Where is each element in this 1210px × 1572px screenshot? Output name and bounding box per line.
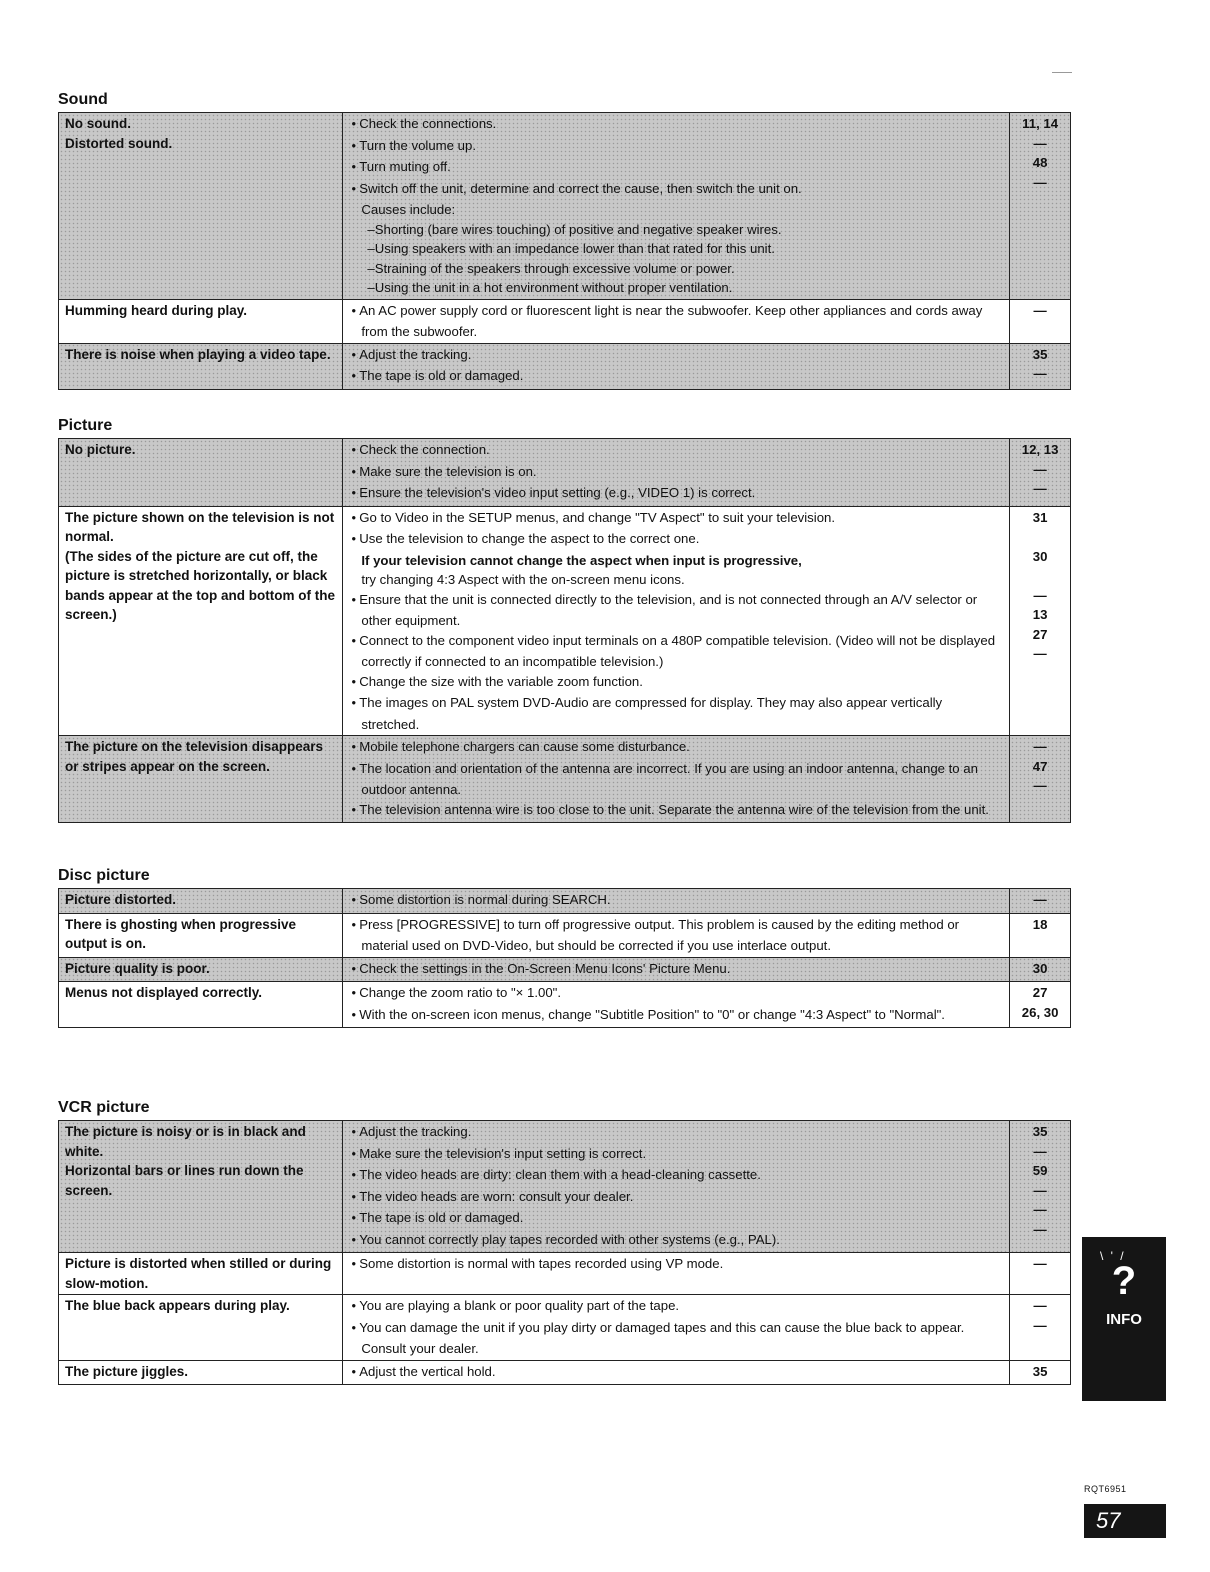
page-ref: —: [1033, 892, 1047, 907]
table-row: [59, 1295, 1071, 1361]
remedy-text: ● The tape is old or damaged.: [349, 1208, 1003, 1230]
remedy-cell: [343, 889, 1010, 914]
page-ref: 30: [1032, 548, 1048, 564]
remedy-text: ● Mobile telephone chargers can cause some disturbance.: [349, 737, 1003, 759]
symptom-cell: [59, 1253, 343, 1295]
rays-icon: \ ' /: [1100, 1249, 1126, 1263]
page-ref: —: [1033, 366, 1047, 381]
symptom-text: Picture distorted.: [65, 892, 177, 907]
remedy-text: ● Some distortion is normal during SEARCH.: [349, 890, 1003, 912]
table-row: [59, 113, 1071, 300]
page-ref: [1012, 231, 1068, 251]
section-title: Sound: [58, 91, 108, 108]
remedy-text: ● Use the television to change the aspect to the correct one.: [349, 529, 1003, 551]
symptom-text: Menus not displayed correctly.: [65, 985, 263, 1000]
table-row: [59, 343, 1071, 389]
remedy-text: ● Go to Video in the SETUP menus, and change "TV Aspect" to suit your television.: [349, 508, 1003, 530]
remedy-text: ● Ensure that the unit is connected directly to the television, and is not connected through an A/V selector or other equipment.: [349, 590, 1003, 631]
info-side-tab: [1082, 1237, 1166, 1401]
page-ref: [1012, 270, 1068, 290]
remedy-text: ● Change the zoom ratio to "× 1.00".: [349, 983, 1003, 1005]
remedy-text: ● Switch off the unit, determine and correct the cause, then switch the unit on.: [349, 179, 1003, 201]
page-ref-cell: [1010, 913, 1071, 957]
symptom-cell: [59, 736, 343, 823]
section-title: Disc picture: [58, 867, 150, 884]
section-vcr-picture: [58, 1098, 1071, 1385]
troubleshooting-table: [58, 1120, 1071, 1385]
page-ref-cell: [1010, 299, 1071, 343]
remedy-cell: [343, 1121, 1010, 1253]
symptom-cell: [59, 506, 343, 736]
remedy-text: ● Connect to the component video input terminals on a 480P compatible television. (Video will not be displayed correctly if connected to an incompatible television.): [349, 631, 1003, 672]
table-row: [59, 736, 1071, 823]
page-ref: —: [1033, 1298, 1047, 1313]
document-code: RQT6951: [1084, 1484, 1127, 1494]
remedy-text: –Shorting (bare wires touching) of positive and negative speaker wires.: [367, 221, 782, 237]
page-ref: 13: [1032, 607, 1048, 622]
remedy-cell: [343, 1360, 1010, 1385]
symptom-text: The picture jiggles.: [65, 1363, 189, 1379]
section-title: VCR picture: [58, 1099, 150, 1116]
page-ref: —: [1033, 587, 1047, 603]
table-row: [59, 889, 1071, 914]
page-ref: 30: [1032, 960, 1048, 976]
symptom-text: The picture is noisy or is in black and white.: [65, 1124, 306, 1159]
symptom-text: The picture shown on the television is not normal.: [65, 509, 335, 544]
page-ref-cell: [1010, 343, 1071, 389]
remedy-text: ● The location and orientation of the antenna are incorrect. If you are using an indoor antenna, change to an outdoor antenna.: [349, 759, 1003, 800]
remedy-text: –Using the unit in a hot environment without proper ventilation.: [367, 280, 733, 295]
remedy-cell: [343, 913, 1010, 957]
remedy-cell: [343, 982, 1010, 1028]
question-mark-icon: ?: [1111, 1259, 1137, 1303]
remedy-text: try changing 4:3 Aspect with the on-screen menu icons.: [361, 572, 685, 587]
page-ref-cell: [1010, 982, 1071, 1028]
symptom-cell: [59, 982, 343, 1028]
symptom-cell: [59, 1295, 343, 1361]
page-ref: —: [1033, 739, 1047, 754]
troubleshooting-table: [58, 888, 1071, 1028]
page-ref: 27: [1032, 985, 1048, 1000]
symptom-cell: [59, 889, 343, 914]
symptom-text: No sound.: [65, 116, 131, 131]
remedy-cell: [343, 439, 1010, 507]
symptom-text: Horizontal bars or lines run down the screen.: [65, 1163, 304, 1198]
table-row: [59, 913, 1071, 957]
page-ref: 48: [1032, 155, 1048, 170]
page-ref: —: [1033, 646, 1047, 661]
page-ref: [1012, 527, 1068, 547]
page-ref: —: [1033, 1221, 1047, 1237]
symptom-text: No picture.: [65, 442, 136, 457]
page-ref: 26, 30: [1021, 1004, 1059, 1020]
page-ref: 59: [1032, 1163, 1048, 1178]
page-ref: —: [1033, 135, 1047, 151]
page-ref: 31: [1032, 509, 1048, 525]
symptom-cell: [59, 913, 343, 957]
remedy-text: ● Make sure the television is on.: [349, 462, 1003, 484]
remedy-text: –Using speakers with an impedance lower than that rated for this unit.: [367, 241, 775, 256]
page-ref: —: [1033, 1143, 1047, 1159]
remedy-text: ● Adjust the vertical hold.: [349, 1362, 1003, 1384]
symptom-text: Distorted sound.: [65, 135, 173, 151]
page-ref-cell: [1010, 506, 1071, 736]
page-ref-cell: [1010, 1253, 1071, 1295]
table-row: [59, 957, 1071, 982]
page-ref: 47: [1032, 758, 1048, 774]
page-ref-cell: [1010, 1295, 1071, 1361]
remedy-text: ● Adjust the tracking.: [349, 345, 1003, 367]
troubleshooting-table: [58, 112, 1071, 390]
remedy-text: ● You can damage the unit if you play dirty or damaged tapes and this can cause the blue back to appear. Consult your dealer.: [349, 1318, 1003, 1359]
remedy-text: ● Change the size with the variable zoom function.: [349, 672, 1003, 694]
page-number: 57: [1084, 1504, 1166, 1538]
symptom-cell: [59, 1360, 343, 1385]
page-ref: 35: [1032, 346, 1048, 362]
remedy-text: ● Adjust the tracking.: [349, 1122, 1003, 1144]
remedy-text: ● The video heads are dirty: clean them with a head-cleaning cassette.: [349, 1165, 1003, 1187]
page-ref: [1012, 212, 1068, 232]
remedy-cell: [343, 1295, 1010, 1361]
page-ref: 12, 13: [1021, 442, 1059, 457]
page-ref: —: [1033, 1317, 1047, 1333]
page-ref: 35: [1032, 1124, 1048, 1139]
symptom-cell: [59, 343, 343, 389]
page-ref: —: [1033, 302, 1047, 318]
remedy-text: ● The television antenna wire is too close to the unit. Separate the antenna wire of the television from the unit.: [349, 800, 1003, 822]
symptom-text: (The sides of the picture are cut off, the picture is stretched horizontally, or black bands appear at the top and bottom of the screen.): [65, 548, 335, 622]
remedy-text: ● An AC power supply cord or fluorescent light is near the subwoofer. Keep other appliances and cords away from the subwoofer.: [349, 301, 1003, 342]
remedy-cell: [343, 957, 1010, 982]
page-ref: 18: [1032, 916, 1048, 932]
remedy-text: ● The video heads are worn: consult your dealer.: [349, 1187, 1003, 1209]
page-ref: —: [1033, 461, 1047, 477]
remedy-text: ● The tape is old or damaged.: [349, 366, 1003, 388]
symptom-cell: [59, 957, 343, 982]
page-ref: —: [1033, 1182, 1047, 1198]
remedy-text: ● Press [PROGRESSIVE] to turn off progressive output. This problem is caused by the editing method or material used on DVD-Video, but should be corrected if you use interlace output.: [349, 915, 1003, 956]
table-row: [59, 982, 1071, 1028]
section-title: Picture: [58, 417, 113, 434]
remedy-text: ● Check the connections.: [349, 114, 1003, 136]
page-ref-cell: [1010, 736, 1071, 823]
symptom-text: The blue back appears during play.: [65, 1298, 290, 1313]
symptom-text: Picture quality is poor.: [65, 960, 210, 976]
page-ref: 27: [1032, 626, 1048, 642]
section-sound: [58, 90, 1071, 390]
page-ref-cell: [1010, 1121, 1071, 1253]
remedy-text: ● Check the connection.: [349, 440, 1003, 462]
page-ref: [1012, 192, 1068, 212]
remedy-cell: [343, 1253, 1010, 1295]
remedy-text: ● Make sure the television's input setting is correct.: [349, 1144, 1003, 1166]
page-ref: 11, 14: [1022, 116, 1059, 131]
page-ref: —: [1033, 1202, 1047, 1217]
page-ref-cell: [1010, 889, 1071, 914]
page-ref: [1012, 251, 1068, 271]
symptom-cell: [59, 113, 343, 300]
page-ref-cell: [1010, 957, 1071, 982]
symptom-text: There is ghosting when progressive output is on.: [65, 916, 297, 951]
table-row: [59, 1360, 1071, 1385]
page-ref: [1012, 566, 1068, 586]
page-ref: —: [1033, 1256, 1047, 1271]
remedy-text: ● You cannot correctly play tapes recorded with other systems (e.g., PAL).: [349, 1230, 1003, 1252]
symptom-cell: [59, 439, 343, 507]
remedy-text: ● Turn the volume up.: [349, 136, 1003, 158]
remedy-text: ● Some distortion is normal with tapes recorded using VP mode.: [349, 1254, 1003, 1276]
table-row: [59, 439, 1071, 507]
remedy-cell: [343, 299, 1010, 343]
troubleshooting-table: [58, 438, 1071, 823]
remedy-text: ● With the on-screen icon menus, change "Subtitle Position" to "0" or change "4:3 Aspect" to "Normal".: [349, 1005, 1003, 1027]
symptom-text: Picture is distorted when stilled or during slow-motion.: [65, 1256, 332, 1291]
section-disc-picture: [58, 866, 1071, 1028]
remedy-cell: [343, 506, 1010, 736]
remedy-text: ● Ensure the television's video input setting (e.g., VIDEO 1) is correct.: [349, 483, 1003, 505]
symptom-text: There is noise when playing a video tape.: [65, 346, 331, 362]
symptom-cell: [59, 299, 343, 343]
page-ref: —: [1033, 778, 1047, 793]
page-ref-cell: [1010, 439, 1071, 507]
remedy-text: Causes include:: [361, 202, 456, 217]
symptom-text: Humming heard during play.: [65, 302, 248, 318]
symptom-text: The picture on the television disappears or stripes appear on the screen.: [65, 739, 324, 774]
symptom-cell: [59, 1121, 343, 1253]
remedy-text: ● Check the settings in the On-Screen Menu Icons' Picture Menu.: [349, 959, 1003, 981]
table-row: [59, 506, 1071, 736]
remedy-text: If your television cannot change the aspect when input is progressive,: [361, 552, 802, 568]
page-ref: —: [1033, 174, 1047, 190]
page-ref-cell: [1010, 113, 1071, 300]
table-row: [59, 1121, 1071, 1253]
remedy-text: –Straining of the speakers through excessive volume or power.: [367, 260, 735, 276]
top-rule: [1052, 72, 1072, 73]
remedy-text: ● Turn muting off.: [349, 157, 1003, 179]
remedy-cell: [343, 736, 1010, 823]
remedy-text: ● You are playing a blank or poor quality part of the tape.: [349, 1296, 1003, 1318]
remedy-cell: [343, 343, 1010, 389]
section-picture: [58, 416, 1071, 823]
page-ref: 35: [1032, 1363, 1048, 1379]
remedy-cell: [343, 113, 1010, 300]
info-label: INFO: [1106, 1311, 1142, 1328]
page-ref-cell: [1010, 1360, 1071, 1385]
table-row: [59, 1253, 1071, 1295]
page-ref: —: [1033, 481, 1047, 496]
table-row: [59, 299, 1071, 343]
remedy-text: ● The images on PAL system DVD-Audio are compressed for display. They may also appear vertically stretched.: [349, 693, 1003, 734]
